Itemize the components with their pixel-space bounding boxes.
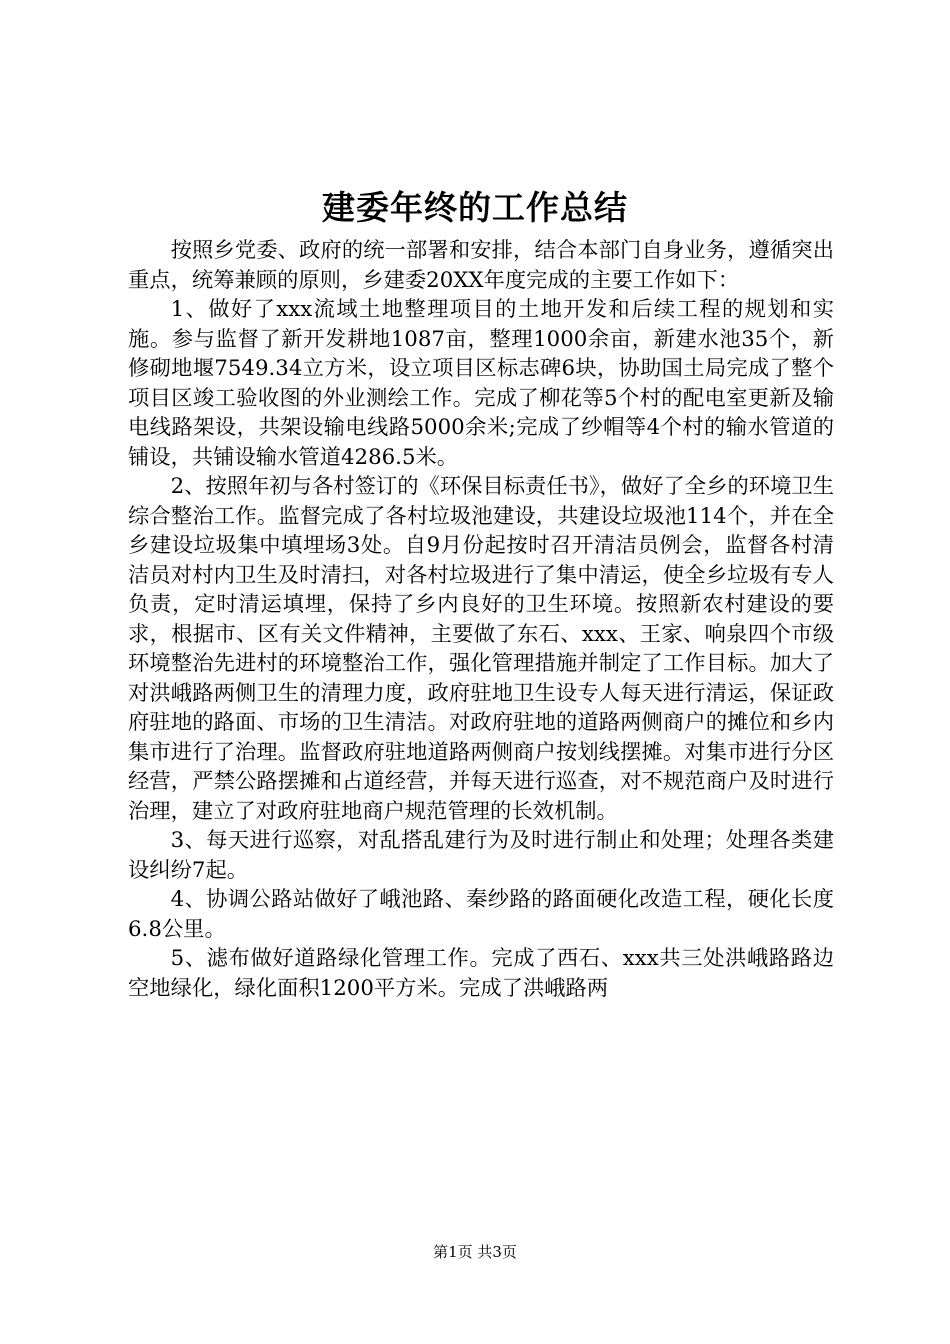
paragraph-intro: 按照乡党委、政府的统一部署和安排，结合本部门自身业务，遵循突出重点，统筹兼顾的原则，乡建委20XX年度完成的主要工作如下：: [128, 238, 834, 293]
paragraph-item-3: 3、每天进行巡察，对乱搭乱建行为及时进行制止和处理；处理各类建设纠纷7起。: [128, 828, 834, 883]
paragraph-item-2: 2、按照年初与各村签订的《环保目标责任书》，做好了全乡的环境卫生综合整治工作。监督完成了各村垃圾池建设，共建设垃圾池114个，并在全乡建设垃圾集中填埋场3处。自9月份起按时召开清洁员例会，监督各村清洁员对村内卫生及时清扫，对各村垃圾进行了集中清运，使全乡垃圾有专人负责，定时清运填埋，保持了乡内良好的卫生环境。按照新农村建设的要求，根据市、区有关文件精神，主要做了东石、xxx、王家、响泉四个市级环境整治先进村的环境整治工作，强化管理措施并制定了工作目标。加大了对洪峨路两侧卫生的清理力度，政府驻地卫生设专人每天进行清运，保证政府驻地的路面、市场的卫生清洁。对政府驻地的道路两侧商户的摊位和乡内集市进行了治理。监督政府驻地道路两侧商户按划线摆摊。对集市进行分区经营，严禁公路摆摊和占道经营，并每天进行巡查，对不规范商户及时进行治理，建立了对政府驻地商户规范管理的长效机制。: [128, 474, 834, 824]
paragraph-item-5: 5、滤布做好道路绿化管理工作。完成了西石、xxx共三处洪峨路路边空地绿化，绿化面积1200平方米。完成了洪峨路两: [128, 946, 834, 1001]
page-number-footer: 第1页 共3页: [433, 1243, 517, 1261]
document-title: 建委年终的工作总结: [322, 188, 628, 227]
document-body: [128, 236, 834, 1003]
paragraph-item-1: 1、做好了xxx流域土地整理项目的土地开发和后续工程的规划和实施。参与监督了新开发耕地1087亩，整理1000余亩，新建水池35个，新修砌地堰7549.34立方米，设立项目区标志碑6块，协助国土局完成了整个项目区竣工验收图的外业测绘工作。完成了柳花等5个村的配电室更新及输电线路架设，共架设输电线路5000余米;完成了纱帽等4个村的输水管道的铺设，共铺设输水管道4286.5米。: [128, 297, 834, 470]
paragraph-item-4: 4、协调公路站做好了峨池路、秦纱路的路面硬化改造工程，硬化长度6.8公里。: [128, 887, 834, 942]
